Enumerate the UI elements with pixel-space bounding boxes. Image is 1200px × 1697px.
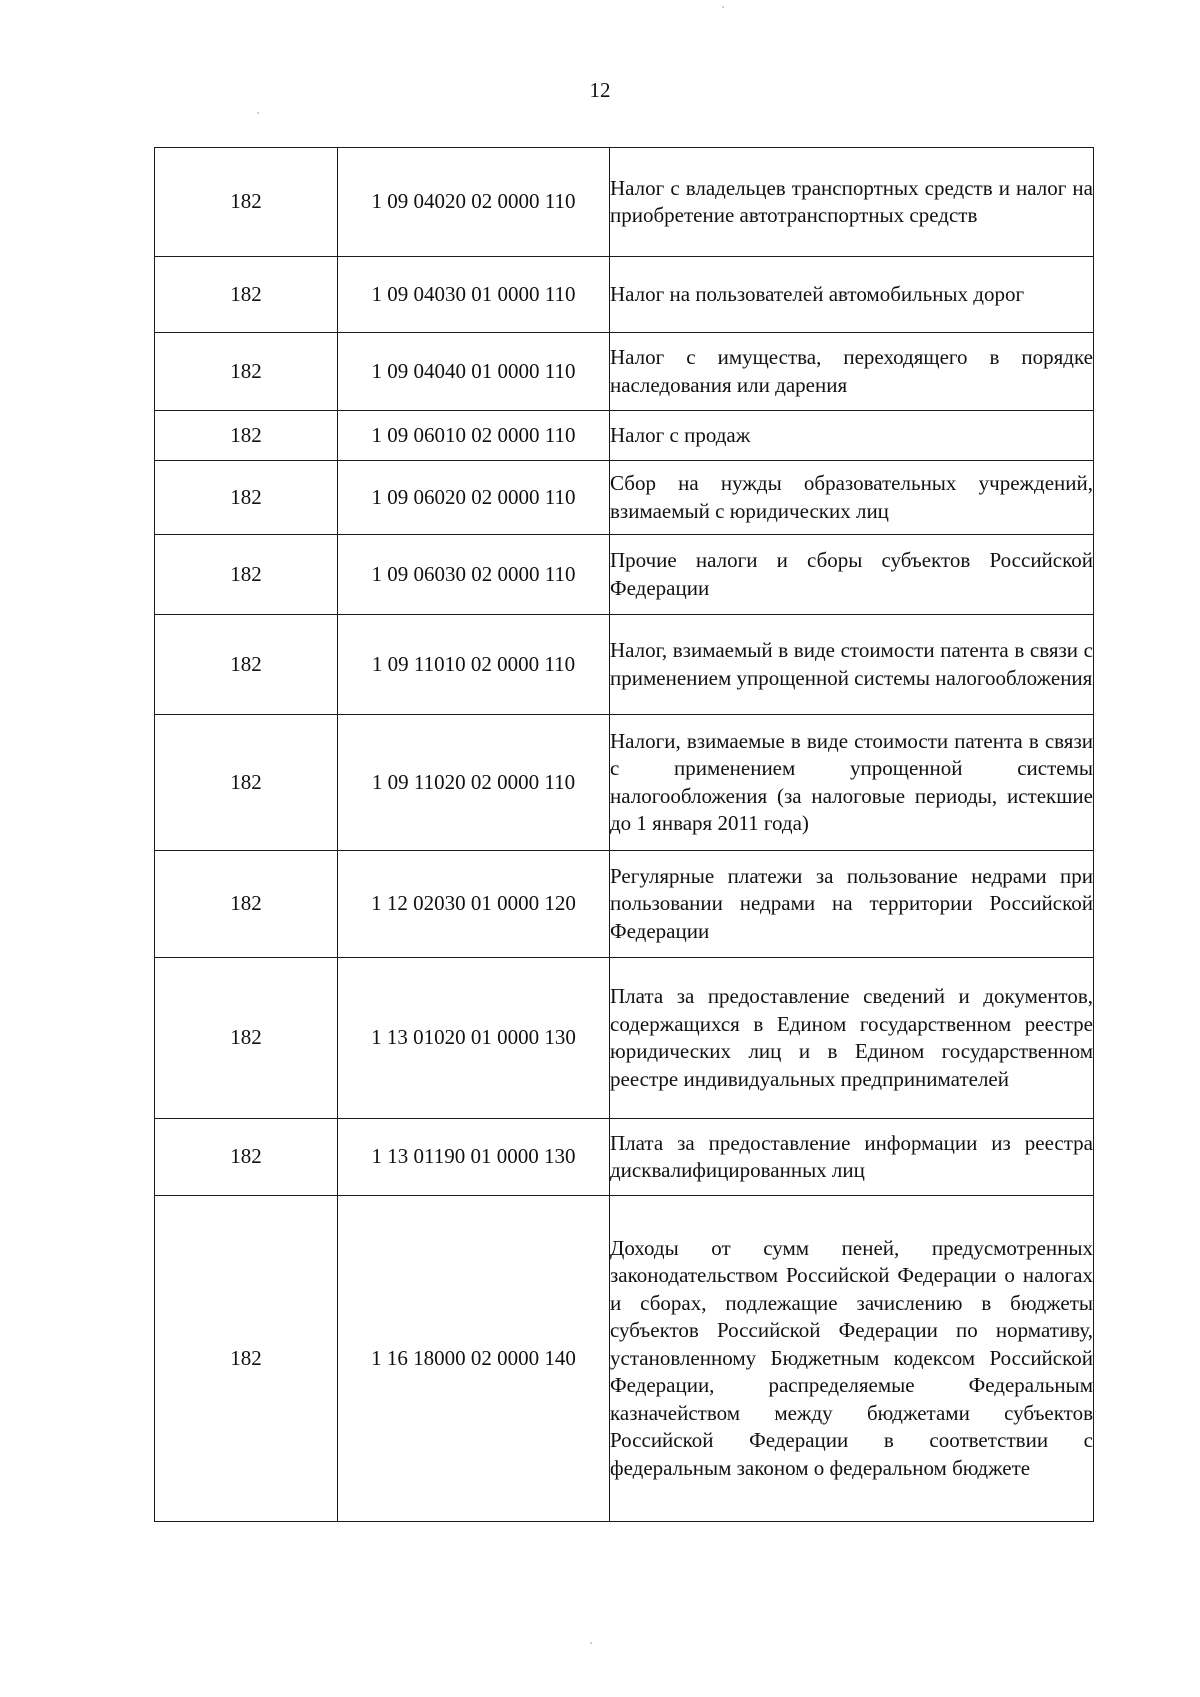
table-row [155,1119,1094,1196]
administrator-code-cell: 182 [155,148,338,257]
table-row [155,257,1094,333]
revenue-description-cell: Сбор на нужды образовательных учреждений, взимаемый с юридических лиц [610,461,1094,535]
revenue-description-cell: Регулярные платежи за пользование недрами при пользовании недрами на территории Российской Федерации [610,851,1094,958]
budget-classification-code-cell: 1 09 06020 02 0000 110 [338,461,610,535]
administrator-code-cell: 182 [155,851,338,958]
budget-classification-code-cell: 1 09 06030 02 0000 110 [338,535,610,615]
revenue-description-cell: Доходы от сумм пеней, предусмотренных законодательством Российской Федерации о налогах и сборах, подлежащие зачислению в бюджеты субъектов Российской Федерации по нормативу, установленному Бюджетным кодексом Российской Федерации, распределяемые Федеральным казначейством между бюджетами субъектов Российской Федерации в соответствии с федеральным законом о федеральном бюджете [610,1196,1094,1522]
administrator-code-cell: 182 [155,1196,338,1522]
table-row [155,333,1094,411]
table-row [155,461,1094,535]
administrator-code-cell: 182 [155,461,338,535]
administrator-code-cell: 182 [155,535,338,615]
revenue-description-cell: Налог, взимаемый в виде стоимости патента в связи с применением упрощенной системы налогообложения [610,615,1094,715]
revenue-codes-table [154,147,1094,1522]
administrator-code-cell: 182 [155,333,338,411]
administrator-code-cell: 182 [155,257,338,333]
administrator-code-cell: 182 [155,1119,338,1196]
revenue-description-cell: Налог с владельцев транспортных средств и налог на приобретение автотранспортных средств [610,148,1094,257]
budget-classification-code-cell: 1 12 02030 01 0000 120 [338,851,610,958]
budget-classification-code-cell: 1 13 01190 01 0000 130 [338,1119,610,1196]
table-body [155,148,1094,1522]
administrator-code-cell: 182 [155,958,338,1119]
administrator-code-cell: 182 [155,615,338,715]
revenue-description-cell: Налог на пользователей автомобильных дорог [610,257,1094,333]
table-row [155,148,1094,257]
revenue-description-cell: Налоги, взимаемые в виде стоимости патента в связи с применением упрощенной системы налогообложения (за налоговые периоды, истекшие до 1 января 2011 года) [610,715,1094,851]
table-row [155,615,1094,715]
budget-classification-code-cell: 1 09 04040 01 0000 110 [338,333,610,411]
budget-classification-code-cell: 1 09 04030 01 0000 110 [338,257,610,333]
table-row [155,958,1094,1119]
table-row [155,851,1094,958]
budget-classification-code-cell: 1 16 18000 02 0000 140 [338,1196,610,1522]
administrator-code-cell: 182 [155,715,338,851]
revenue-description-cell: Налог с имущества, переходящего в порядке наследования или дарения [610,333,1094,411]
budget-classification-code-cell: 1 09 06010 02 0000 110 [338,411,610,461]
table-row [155,1196,1094,1522]
table-row [155,535,1094,615]
revenue-description-cell: Плата за предоставление сведений и документов, содержащихся в Едином государственном реестре юридических лиц и в Едином государственном реестре индивидуальных предпринимателей [610,958,1094,1119]
revenue-description-cell: Плата за предоставление информации из реестра дисквалифицированных лиц [610,1119,1094,1196]
scan-speck [590,1642,592,1644]
page-number: 12 [589,78,611,102]
scan-speck [257,112,259,114]
administrator-code-cell: 182 [155,411,338,461]
budget-classification-code-cell: 1 09 11020 02 0000 110 [338,715,610,851]
table-row [155,411,1094,461]
budget-classification-code-cell: 1 09 04020 02 0000 110 [338,148,610,257]
revenue-description-cell: Налог с продаж [610,411,1094,461]
revenue-description-cell: Прочие налоги и сборы субъектов Российской Федерации [610,535,1094,615]
table-row [155,715,1094,851]
budget-classification-code-cell: 1 09 11010 02 0000 110 [338,615,610,715]
scan-speck [722,6,724,8]
budget-classification-code-cell: 1 13 01020 01 0000 130 [338,958,610,1119]
